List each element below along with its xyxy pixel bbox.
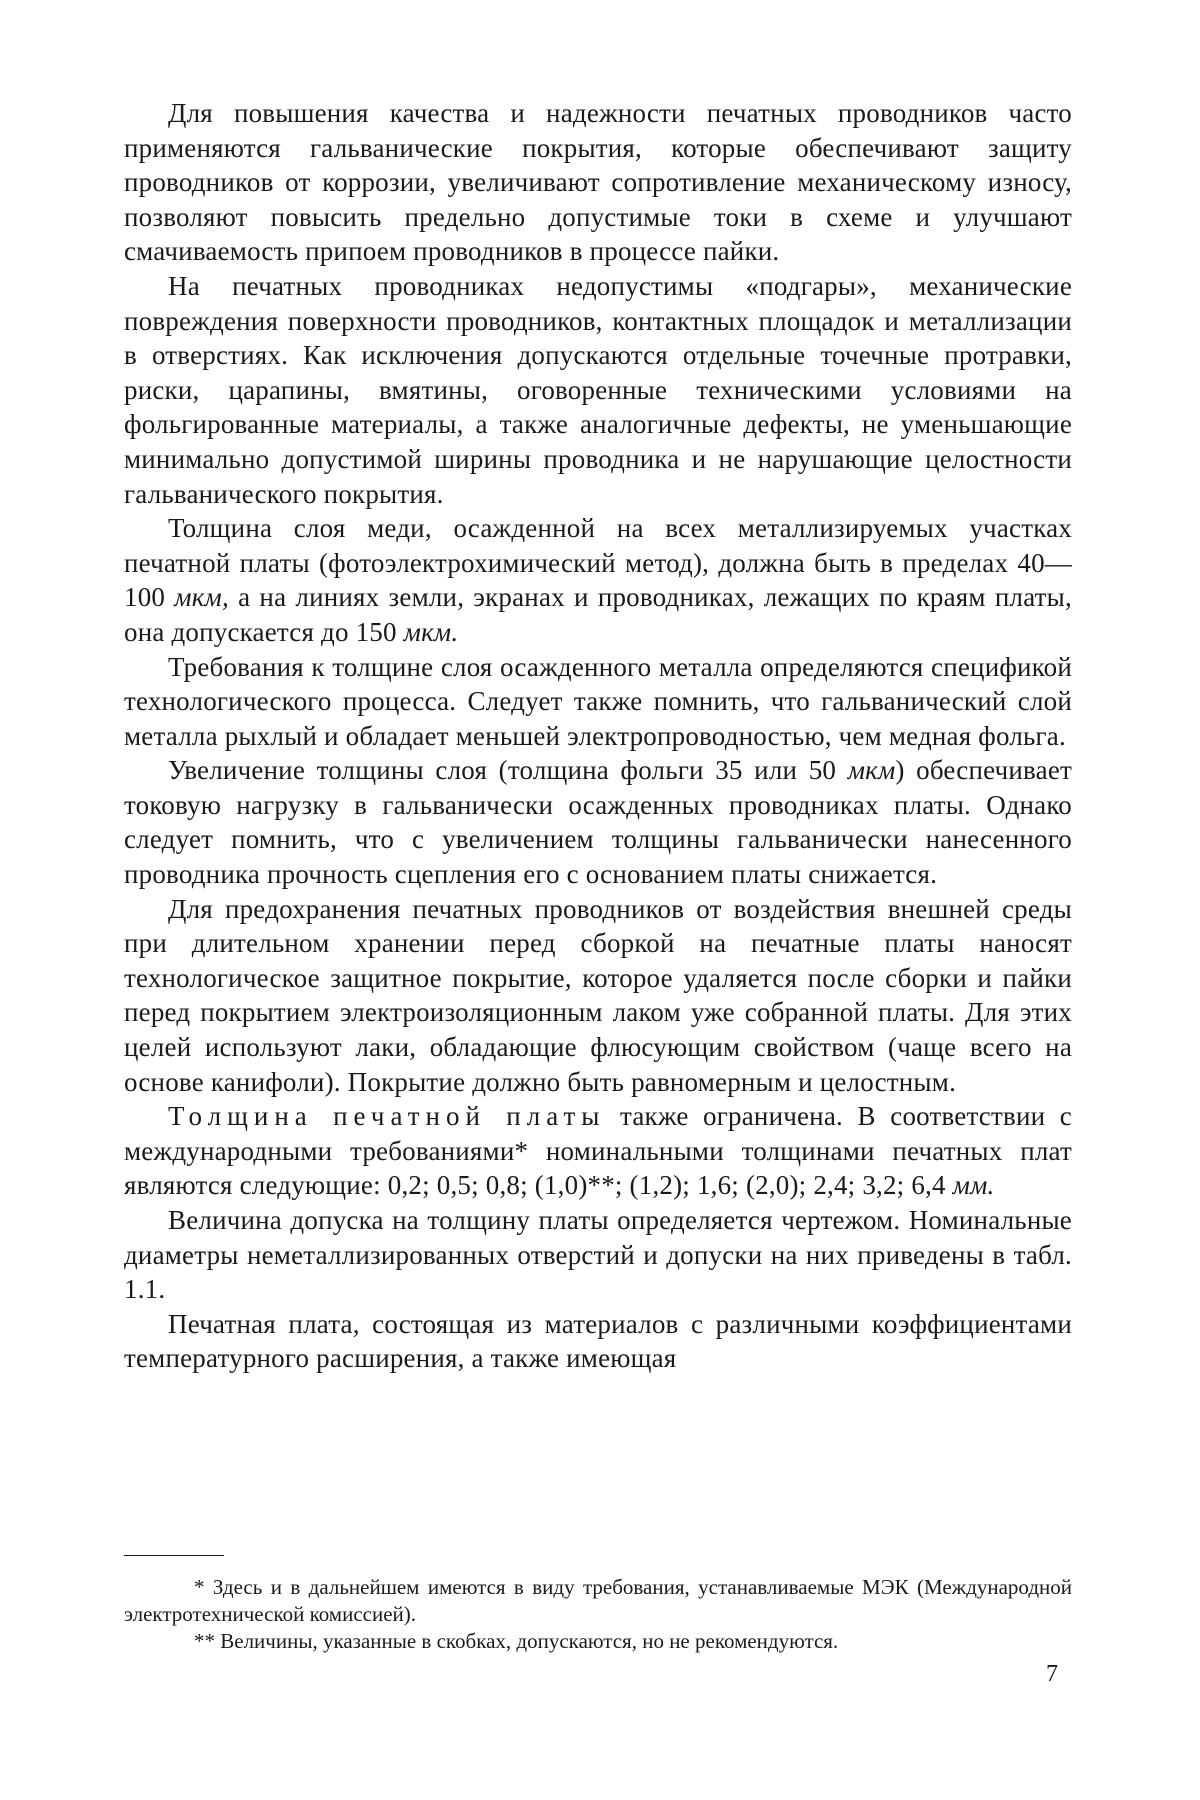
page-number: 7 [1046,1661,1058,1687]
board-thickness-term: Толщина печатной платы [168,1101,606,1132]
layer-thickness-text-a: Увеличение толщины слоя (толщина фольги 35 или 50 [168,755,848,786]
board-thickness-unit: мм. [952,1170,995,1201]
copper-thickness-unit-2: мкм. [403,616,459,647]
paragraph-galvanic-coatings: Для повышения качества и надежности печатных проводников часто применяются гальванические покрытия, которые обеспечивают защиту проводников от коррозии, увеличивают сопротивление механическому износу, позволяют повысить предельно допустимые токи в схеме и улучшают смачиваемость припоем проводников в процессе пайки. [124,98,1072,267]
paragraph-metal-requirements: Требования к толщине слоя осажденного металла определяются спецификой технологического процесса. Следует также помнить, что гальванический слой металла рыхлый и обладает меньшей электропроводностью, чем медная фольга. [124,651,1072,751]
board-thickness-text: также ограничена. В соответствии с международными требованиями* номинальными толщинами печатных плат являются следующие: 0,2; 0,5; 0,8; (1,0)**; (1,2); 1,6; (2,0); 2,4; 3,2; 6,4 [124,1101,1072,1201]
footnotes [124,1574,1072,1655]
paragraph-tolerance: Величина допуска на толщину платы определяется чертежом. Номинальные диаметры неметаллизированных отверстий и допуски на них приведены в табл. 1.1. [124,1205,1072,1305]
copper-thickness-unit-1: мкм, [174,582,229,613]
footnote-mek: * Здесь и в дальнейшем имеются в виду требования, устанавливаемые МЭК (Международной электротехнической комиссией). [124,1575,1072,1626]
paragraph-expansion: Печатная плата, состоящая из материалов с различными коэффициентами температурного расширения, а также имеющая [124,1308,1072,1374]
copper-thickness-text-a: Толщина слоя меди, осажденной на всех металлизируемых участках печатной платы (фотоэлектрохимический метод), должна быть в пределах 40—100 [124,513,1072,613]
layer-thickness-text-b: ) обеспечивает токовую нагрузку в гальванически осажденных проводниках платы. Однако следует помнить, что с увеличением толщины гальванически нанесенного проводника прочность сцепления его с основанием платы снижается. [124,755,1073,890]
paragraph-layer-thickness [124,753,1072,891]
page-body [124,96,1072,1376]
copper-thickness-text-b: а на линиях земли, экранах и проводниках, лежащих по краям платы, она допускается до 150 [124,582,1072,647]
layer-thickness-unit: мкм [847,755,896,786]
paragraph-defects: На печатных проводниках недопустимы «подгары», механические повреждения поверхности проводников, контактных площадок и металлизации в отверстиях. Как исключения допускаются отдельные точечные протравки, риски, царапины, вмятины, оговоренные техническими условиями на фольгированные материалы, а также аналогичные дефекты, не уменьшающие минимально допустимой ширины проводника и не нарушающие целостности гальванического покрытия. [124,270,1072,509]
paragraph-protective-coating: Для предохранения печатных проводников от воздействия внешней среды при длительном хранении перед сборкой на печатные платы наносят технологическое защитное покрытие, которое удаляется после сборки и пайки перед покрытием электроизоляционным лаком уже собранной платы. Для этих целей используют лаки, обладающие флюсующим свойством (чаще всего на основе канифоли). Покрытие должно быть равномерным и целостным. [124,893,1072,1097]
paragraph-board-thickness [124,1099,1072,1203]
footnote-brackets: ** Величины, указанные в скобках, допускаются, но не рекомендуются. [194,1629,839,1653]
paragraph-copper-thickness [124,511,1072,649]
footnote-divider [124,1555,224,1556]
